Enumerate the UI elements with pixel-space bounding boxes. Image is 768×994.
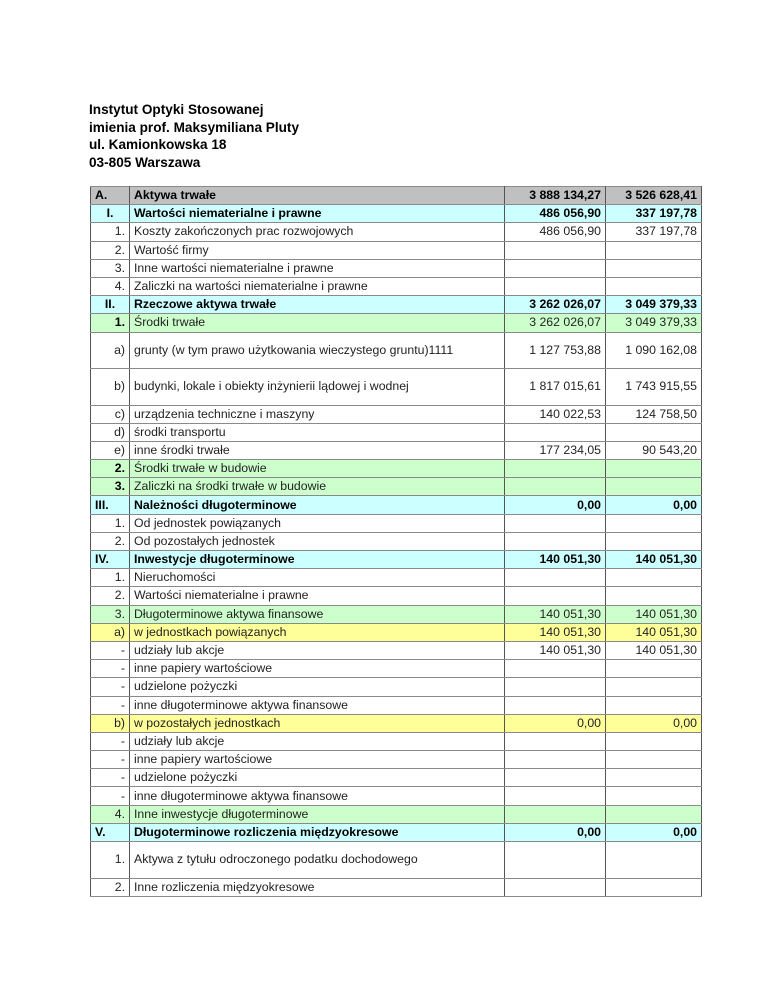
row-value-current xyxy=(505,660,606,678)
row-code: 2. xyxy=(91,532,130,550)
table-row xyxy=(91,732,702,750)
row-value-current xyxy=(505,478,606,496)
row-label: Długoterminowe rozliczenia międzyokresowe xyxy=(130,823,505,841)
row-value-previous: 0,00 xyxy=(606,714,702,732)
table-row xyxy=(91,514,702,532)
table-row xyxy=(91,277,702,295)
row-value-previous: 140 051,30 xyxy=(606,551,702,569)
row-value-current xyxy=(505,569,606,587)
row-code: c) xyxy=(91,405,130,423)
row-label: udziały lub akcje xyxy=(130,732,505,750)
row-code: - xyxy=(91,769,130,787)
table-row xyxy=(91,678,702,696)
table-row-subgroup xyxy=(91,460,702,478)
row-label: Wartości niematerialne i prawne xyxy=(130,205,505,223)
row-value-previous xyxy=(606,241,702,259)
row-value-current: 1 817 015,61 xyxy=(505,369,606,406)
row-code: a) xyxy=(91,332,130,369)
row-value-previous: 124 758,50 xyxy=(606,405,702,423)
row-value-previous: 140 051,30 xyxy=(606,641,702,659)
row-label: inne długoterminowe aktywa finansowe xyxy=(130,787,505,805)
row-code: 2. xyxy=(91,878,130,896)
row-label: udzielone pożyczki xyxy=(130,769,505,787)
table-row-group xyxy=(91,205,702,223)
table-row-group xyxy=(91,496,702,514)
row-value-previous xyxy=(606,732,702,750)
row-value-current xyxy=(505,696,606,714)
row-code: I. xyxy=(91,205,130,223)
row-code: b) xyxy=(91,369,130,406)
row-label: Koszty zakończonych prac rozwojowych xyxy=(130,223,505,241)
row-code: 1. xyxy=(91,514,130,532)
institution-patron: imienia prof. Maksymiliana Pluty xyxy=(89,119,300,135)
row-code: - xyxy=(91,732,130,750)
row-value-previous xyxy=(606,660,702,678)
row-value-previous xyxy=(606,587,702,605)
table-row xyxy=(91,332,702,369)
row-value-previous: 3 049 379,33 xyxy=(606,296,702,314)
row-code: 2. xyxy=(91,587,130,605)
row-value-current xyxy=(505,678,606,696)
table-row xyxy=(91,259,702,277)
table-row-group xyxy=(91,296,702,314)
row-value-current: 0,00 xyxy=(505,714,606,732)
row-value-current xyxy=(505,751,606,769)
row-label: Inwestycje długoterminowe xyxy=(130,551,505,569)
table-row xyxy=(91,660,702,678)
row-value-current xyxy=(505,423,606,441)
row-label: udzielone pożyczki xyxy=(130,678,505,696)
row-value-current: 486 056,90 xyxy=(505,205,606,223)
row-label: Należności długoterminowe xyxy=(130,496,505,514)
row-label: Zaliczki na wartości niematerialne i prawne xyxy=(130,277,505,295)
row-code: V. xyxy=(91,823,130,841)
table-row-group xyxy=(91,551,702,569)
row-label: Aktywa z tytułu odroczonego podatku dochodowego xyxy=(130,842,505,879)
row-code: a) xyxy=(91,623,130,641)
row-value-current: 0,00 xyxy=(505,823,606,841)
row-code: III. xyxy=(91,496,130,514)
row-value-previous xyxy=(606,569,702,587)
table-row xyxy=(91,769,702,787)
row-label: Inne inwestycje długoterminowe xyxy=(130,805,505,823)
row-label: środki transportu xyxy=(130,423,505,441)
row-value-current: 177 234,05 xyxy=(505,441,606,459)
institution-city: 03-805 Warszawa xyxy=(89,154,201,170)
row-code: - xyxy=(91,641,130,659)
table-row xyxy=(91,223,702,241)
table-row-subgroup xyxy=(91,605,702,623)
row-code: - xyxy=(91,787,130,805)
table-row-item xyxy=(91,623,702,641)
table-row xyxy=(91,369,702,406)
row-label: inne papiery wartościowe xyxy=(130,751,505,769)
row-value-current: 140 051,30 xyxy=(505,605,606,623)
row-value-current: 486 056,90 xyxy=(505,223,606,241)
row-value-previous xyxy=(606,751,702,769)
table-row-subgroup xyxy=(91,805,702,823)
table-row-subgroup xyxy=(91,478,702,496)
row-value-previous xyxy=(606,277,702,295)
row-label: w jednostkach powiązanych xyxy=(130,623,505,641)
row-label: Wartości niematerialne i prawne xyxy=(130,587,505,605)
row-value-current xyxy=(505,842,606,879)
row-label: Inne rozliczenia międzyokresowe xyxy=(130,878,505,896)
row-label: Środki trwałe w budowie xyxy=(130,460,505,478)
row-label: grunty (w tym prawo użytkowania wieczystego gruntu)1111 xyxy=(130,332,505,369)
row-label: Zaliczki na środki trwałe w budowie xyxy=(130,478,505,496)
row-value-current: 140 051,30 xyxy=(505,551,606,569)
row-code: 1. xyxy=(91,569,130,587)
table-row-group xyxy=(91,823,702,841)
row-label: w pozostałych jednostkach xyxy=(130,714,505,732)
row-code: 1. xyxy=(91,842,130,879)
row-value-previous: 337 197,78 xyxy=(606,223,702,241)
row-value-current xyxy=(505,732,606,750)
table-row xyxy=(91,532,702,550)
table-row-subgroup xyxy=(91,314,702,332)
row-value-previous xyxy=(606,769,702,787)
row-code: - xyxy=(91,696,130,714)
row-value-current: 0,00 xyxy=(505,496,606,514)
row-value-previous: 0,00 xyxy=(606,496,702,514)
row-value-current xyxy=(505,878,606,896)
row-label: Inne wartości niematerialne i prawne xyxy=(130,259,505,277)
row-value-current: 140 051,30 xyxy=(505,623,606,641)
row-code: b) xyxy=(91,714,130,732)
row-value-previous: 337 197,78 xyxy=(606,205,702,223)
row-label: Aktywa trwałe xyxy=(130,187,505,205)
institution-name: Instytut Optyki Stosowanej xyxy=(89,102,264,117)
row-value-previous xyxy=(606,842,702,879)
row-value-current xyxy=(505,241,606,259)
row-code: - xyxy=(91,751,130,769)
row-value-previous xyxy=(606,696,702,714)
table-row xyxy=(91,842,702,879)
row-value-previous: 3 526 628,41 xyxy=(606,187,702,205)
row-code: d) xyxy=(91,423,130,441)
row-code: 2. xyxy=(91,460,130,478)
row-value-previous: 140 051,30 xyxy=(606,605,702,623)
row-code: - xyxy=(91,660,130,678)
institution-street: ul. Kamionkowska 18 xyxy=(89,137,227,152)
row-value-current: 3 888 134,27 xyxy=(505,187,606,205)
row-label: inne długoterminowe aktywa finansowe xyxy=(130,696,505,714)
table-row xyxy=(91,569,702,587)
row-value-current: 3 262 026,07 xyxy=(505,314,606,332)
row-code: 3. xyxy=(91,259,130,277)
row-value-previous: 90 543,20 xyxy=(606,441,702,459)
row-label: Rzeczowe aktywa trwałe xyxy=(130,296,505,314)
row-value-current: 140 022,53 xyxy=(505,405,606,423)
row-label: Środki trwałe xyxy=(130,314,505,332)
table-row xyxy=(91,241,702,259)
row-value-previous: 1 090 162,08 xyxy=(606,332,702,369)
row-value-previous xyxy=(606,259,702,277)
table-row xyxy=(91,696,702,714)
table-row-item xyxy=(91,714,702,732)
row-value-previous xyxy=(606,805,702,823)
row-value-previous xyxy=(606,532,702,550)
row-code: 3. xyxy=(91,605,130,623)
table-row xyxy=(91,641,702,659)
institution-header xyxy=(89,101,299,171)
row-value-previous xyxy=(606,423,702,441)
row-value-current xyxy=(505,532,606,550)
row-value-current xyxy=(505,769,606,787)
row-label: Od jednostek powiązanych xyxy=(130,514,505,532)
table-row-section xyxy=(91,187,702,205)
row-code: 3. xyxy=(91,478,130,496)
row-value-previous xyxy=(606,878,702,896)
row-label: Nieruchomości xyxy=(130,569,505,587)
table-row xyxy=(91,751,702,769)
row-code: 1. xyxy=(91,314,130,332)
table-row xyxy=(91,787,702,805)
table-row xyxy=(91,441,702,459)
row-code: e) xyxy=(91,441,130,459)
row-code: 1. xyxy=(91,223,130,241)
row-value-previous: 1 743 915,55 xyxy=(606,369,702,406)
row-value-current xyxy=(505,460,606,478)
table-row xyxy=(91,587,702,605)
row-label: inne papiery wartościowe xyxy=(130,660,505,678)
row-value-previous: 140 051,30 xyxy=(606,623,702,641)
row-value-previous xyxy=(606,678,702,696)
table-row xyxy=(91,878,702,896)
row-value-previous xyxy=(606,478,702,496)
row-value-current xyxy=(505,277,606,295)
row-value-current xyxy=(505,587,606,605)
row-value-current xyxy=(505,514,606,532)
row-code: A. xyxy=(91,187,130,205)
row-label: Wartość firmy xyxy=(130,241,505,259)
row-value-current: 140 051,30 xyxy=(505,641,606,659)
table-row xyxy=(91,405,702,423)
row-value-current: 3 262 026,07 xyxy=(505,296,606,314)
row-value-current: 1 127 753,88 xyxy=(505,332,606,369)
row-value-previous xyxy=(606,787,702,805)
row-code: II. xyxy=(91,296,130,314)
row-code: IV. xyxy=(91,551,130,569)
row-value-current xyxy=(505,805,606,823)
row-label: budynki, lokale i obiekty inżynierii lądowej i wodnej xyxy=(130,369,505,406)
row-label: urządzenia techniczne i maszyny xyxy=(130,405,505,423)
row-value-current xyxy=(505,787,606,805)
row-code: 2. xyxy=(91,241,130,259)
row-value-current xyxy=(505,259,606,277)
balance-sheet-table xyxy=(90,186,702,897)
row-label: inne środki trwałe xyxy=(130,441,505,459)
row-label: Długoterminowe aktywa finansowe xyxy=(130,605,505,623)
row-value-previous: 3 049 379,33 xyxy=(606,314,702,332)
row-label: udziały lub akcje xyxy=(130,641,505,659)
row-code: 4. xyxy=(91,805,130,823)
row-code: - xyxy=(91,678,130,696)
row-code: 4. xyxy=(91,277,130,295)
row-label: Od pozostałych jednostek xyxy=(130,532,505,550)
row-value-previous xyxy=(606,460,702,478)
row-value-previous xyxy=(606,514,702,532)
table-row xyxy=(91,423,702,441)
row-value-previous: 0,00 xyxy=(606,823,702,841)
